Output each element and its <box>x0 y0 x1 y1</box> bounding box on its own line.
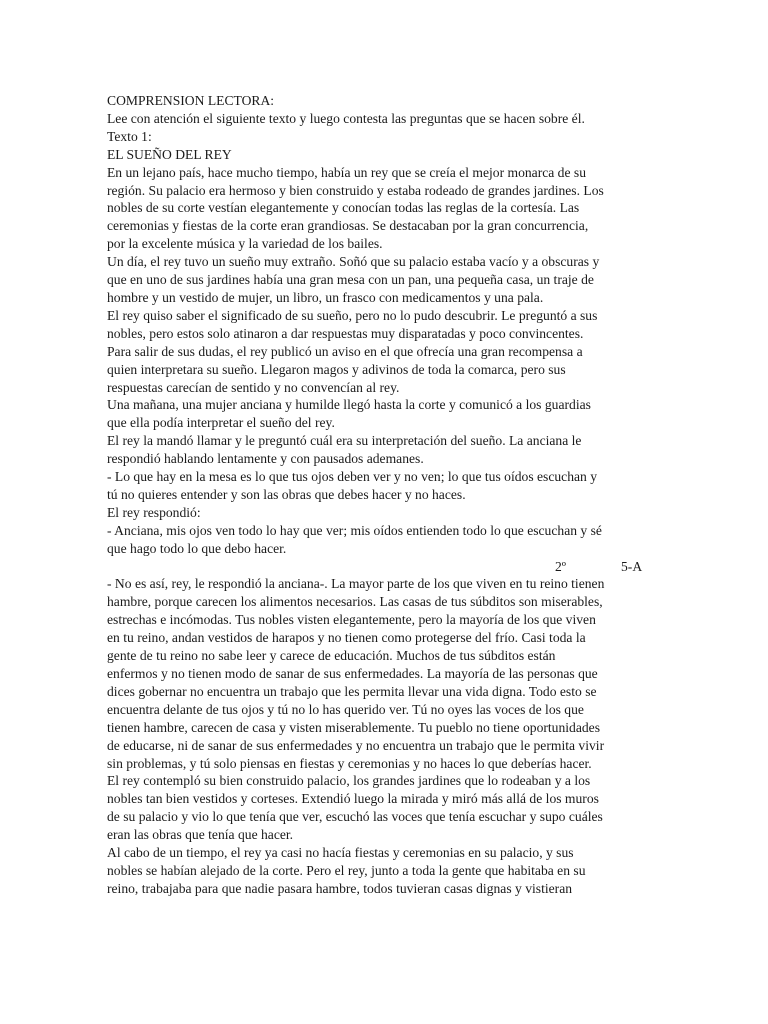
text-line: - Lo que hay en la mesa es lo que tus ojos deben ver y no ven; lo que tus oídos escuchan y <box>107 469 598 485</box>
text-line: ceremonias y fiestas de la corte eran grandiosas. Se destacaban por la gran concurrencia, <box>107 218 589 234</box>
text-line: respondió hablando lentamente y con pausados ademanes. <box>107 451 424 467</box>
text-line: tú no quieres entender y son las obras que debes hacer y no haces. <box>107 486 466 502</box>
text-line: nobles, pero estos solo atinaron a dar respuestas muy disparatadas y poco convincentes. <box>107 325 584 341</box>
text-label: Texto 1: <box>107 128 152 144</box>
text-line: quien interpretara su sueño. Llegaron magos y adivinos de toda la comarca, pero sus <box>107 361 566 377</box>
text-line: respuestas carecían de sentido y no convencían al rey. <box>107 379 400 395</box>
text-line: por la excelente música y la variedad de los bailes. <box>107 236 383 252</box>
document-title: COMPRENSION LECTORA: <box>107 93 275 108</box>
group-label: 5-A <box>621 558 643 574</box>
text-line: hombre y un vestido de mujer, un libro, un frasco con medicamentos y una pala. <box>107 289 544 305</box>
text-line: sin problemas, y tú solo piensas en fiestas y ceremonias y no haces lo que deberías hacer. <box>107 755 592 771</box>
text-line: estrechas e incómodas. Tus nobles visten elegantemente, pero la mayoría de los que viven <box>107 612 596 628</box>
text-line: reino, trabajaba para que nadie pasara hambre, todos tuvieran casas dignas y vistieran <box>107 880 573 896</box>
story-part-2 <box>107 575 667 897</box>
text-line: nobles se habían alejado de la corte. Pero el rey, junto a toda la gente que habitaba en su <box>107 862 586 878</box>
text-line: Para salir de sus dudas, el rey publicó un aviso en el que ofrecía una gran recompensa a <box>107 343 583 359</box>
text-line: de su palacio y vio lo que tenía que ver, escuchó las voces que tenía escuchar y supo cuáles <box>107 809 603 825</box>
text-line: en tu reino, andan vestidos de harapos y no tienen como protegerse del frío. Casi toda la <box>107 630 586 646</box>
text-line: que en uno de sus jardines había una gran mesa con un pan, una pequeña casa, un traje de <box>107 272 594 288</box>
text-line: que ella podía interpretar el sueño del rey. <box>107 415 335 431</box>
text-line: gente de tu reino no sabe leer y carece de educación. Muchos de tus súbditos están <box>107 648 556 664</box>
grade-label: 2º <box>555 558 567 574</box>
text-line: - Anciana, mis ojos ven todo lo hay que ver; mis oídos entienden todo lo que escuchan y sé <box>107 522 602 538</box>
page-mark <box>107 558 667 576</box>
story-part-1 <box>107 164 667 558</box>
text-line: que hago todo lo que debo hacer. <box>107 540 287 556</box>
text-line: El rey contempló su bien construido palacio, los grandes jardines que lo rodeaban y a los <box>107 773 591 789</box>
story-title: EL SUEÑO DEL REY <box>107 146 232 162</box>
text-line: Una mañana, una mujer anciana y humilde llegó hasta la corte y comunicó a los guardias <box>107 397 591 413</box>
instruction-text: Lee con atención el siguiente texto y luego contesta las preguntas que se hacen sobre él. <box>107 110 585 126</box>
text-line: El rey quiso saber el significado de su sueño, pero no lo pudo descubrir. Le preguntó a sus <box>107 307 598 323</box>
text-line: enfermos y no tienen modo de sanar de sus enfermedades. La mayoría de las personas que <box>107 665 598 681</box>
text-line: nobles de su corte vestían elegantemente y conocían todas las reglas de la cortesía. Las <box>107 200 580 216</box>
text-line: En un lejano país, hace mucho tiempo, había un rey que se creía el mejor monarca de su <box>107 164 587 180</box>
document-body <box>107 92 667 898</box>
text-line: El rey respondió: <box>107 504 201 520</box>
text-line: nobles tan bien vestidos y corteses. Extendió luego la mirada y miró más allá de los muros <box>107 791 599 807</box>
text-line: - No es así, rey, le respondió la anciana-. La mayor parte de los que viven en tu reino tienen <box>107 576 605 592</box>
text-line: eran las obras que tenía que hacer. <box>107 827 294 843</box>
text-line: tienen hambre, carecen de casa y visten miserablemente. Tu pueblo no tiene oportunidades <box>107 719 600 735</box>
text-line: Un día, el rey tuvo un sueño muy extraño. Soñó que su palacio estaba vacío y a obscuras y <box>107 254 600 270</box>
text-line: dices gobernar no encuentra un trabajo que les permita llevar una vida digna. Todo esto se <box>107 683 597 699</box>
text-line: encuentra delante de tus ojos y tú no lo has querido ver. Tú no oyes las voces de los que <box>107 701 584 717</box>
text-line: El rey la mandó llamar y le preguntó cuál era su interpretación del sueño. La anciana le <box>107 433 582 449</box>
text-line: hambre, porque carecen los alimentos necesarios. Las casas de tus súbditos son miserables, <box>107 594 603 610</box>
text-line: Al cabo de un tiempo, el rey ya casi no hacía fiestas y ceremonias en su palacio, y sus <box>107 845 574 861</box>
text-line: región. Su palacio era hermoso y bien construido y estaba rodeado de grandes jardines. Los <box>107 182 604 198</box>
text-line: de educarse, ni de sanar de sus enfermedades y no encuentra un trabajo que le permita vivir <box>107 737 605 753</box>
